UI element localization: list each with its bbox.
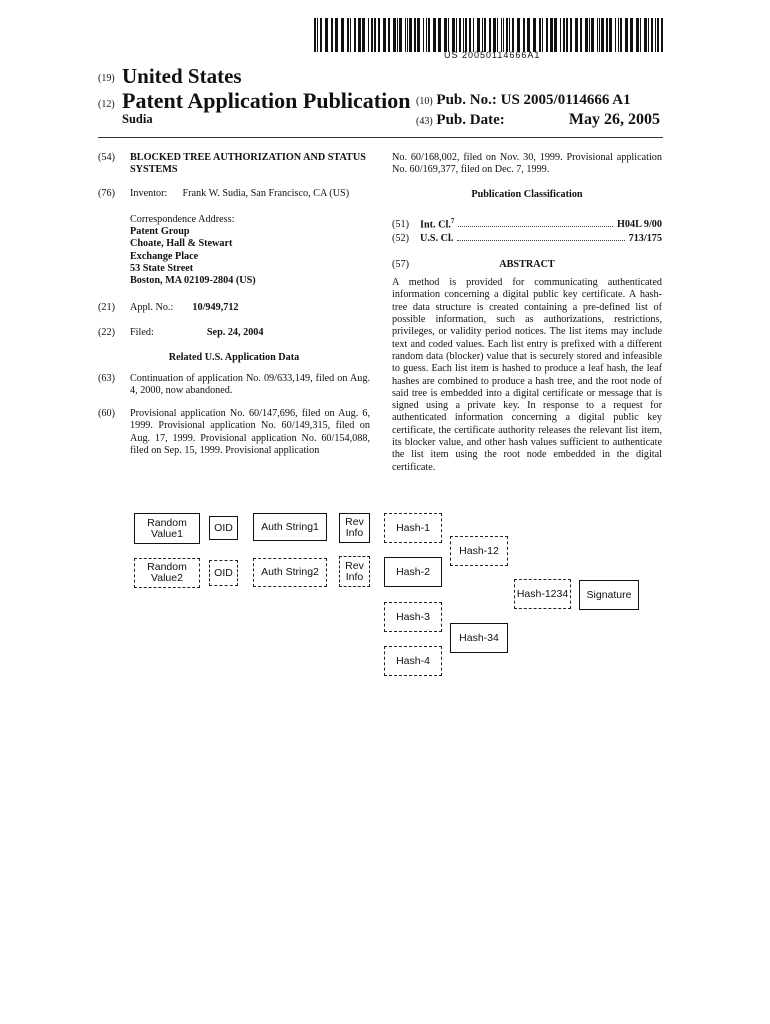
corr-line: Choate, Hall & Stewart [130,238,233,250]
hash-4-box: Hash-4 [384,646,442,676]
country: United States [122,64,242,88]
rev-info1-box: Rev Info [339,513,370,543]
header-rule [98,137,663,138]
random-value2-box: Random Value2 [134,558,200,588]
abstract-text: A method is provided for communicating authenticated information concerning a digital public key certificate. A hash-tree data structure is created containing a pre-defined list of possible information, such as authorizations, restrictions, privileges, or validity period notices. The list items may include text and coded values. Each list entry is prefixed with a different random data (blocker) value that is securely stored and infeasible to guess. Each list item is hashed to produce a leaf hash, the leaf hashes are combined to produce a hash tree, and the root node of said tree is embedded into a digital certificate or message that is signed using a private key. In response to a request for authenticated information concerning a digital public key certificate, the certificate authority releases the relevant list item, its blocker value, and other hash values sufficient to authenticate the list item using the root node embedded in the digital certificate. [392,277,662,473]
auth-string1-box: Auth String1 [253,513,327,541]
hash-3-box: Hash-3 [384,602,442,632]
hash-2-box: Hash-2 [384,557,442,587]
continuation-field: (63) Continuation of application No. 09/633,149, filed on Aug. 4, 2000, now abandoned. [98,372,370,396]
filed-field: (22) Filed: Sep. 24, 2004 [98,326,264,338]
corr-line: Patent Group [130,226,190,238]
corr-line: 53 State Street [130,263,194,275]
tag-19: (19) [98,73,115,84]
hash-tree-figure [132,510,642,680]
barcode-number: US 20050114666A1 [444,50,541,60]
inventor-surname: Sudia [122,112,153,126]
provisional-field: (60) Provisional application No. 60/147,696, filed on Aug. 6, 1999. Provisional application No. 60/149,315, filed on Aug. 17, 1999. Provisional application No. 60/154,088, filed on Sep. 15, 1999. Provisional application [98,408,370,457]
us-cl-row: (52) U.S. Cl. 713/175 [392,232,662,244]
abstract-heading-row: (57) ABSTRACT [392,259,662,271]
corr-line: Boston, MA 02109-2804 (US) [130,275,256,287]
int-cl-row: (51) Int. Cl.$^7$ H04L 9/00 [392,216,662,231]
inventor-name: Frank W. Sudia, San Francisco, CA (US) [182,187,350,199]
hash-1234-box: Hash-1234 [514,579,571,609]
appl-field: (21) Appl. No.: 10/949,712 [98,301,239,313]
hash-34-box: Hash-34 [450,623,508,653]
right-column [392,152,662,474]
provisional-continued: No. 60/168,002, filed on Nov. 30, 1999. Provisional application No. 60/169,377, filed on Dec. 7, 1999. [392,152,662,176]
auth-string2-box: Auth String2 [253,558,327,587]
oid2-box: OID [209,560,238,586]
related-heading: Related U.S. Application Data [168,352,300,364]
appl-number: 10/949,712 [192,301,239,313]
left-column [98,152,370,468]
corr-line: Exchange Place [130,250,199,262]
abstract-heading: ABSTRACT [499,258,555,270]
correspondence: Correspondence Address: Patent Group Choate, Hall & Stewart Exchange Place 53 State Street Boston, MA 02109-2804 (US) [98,214,370,288]
classification-heading: Publication Classification [471,188,583,200]
pub-number: (10) Pub. No.: US 2005/0114666 A1 [416,92,631,108]
title-field: (54) BLOCKED TREE AUTHORIZATION AND STATUS SYSTEMS [98,152,366,176]
oid1-box: OID [209,516,238,540]
rev-info2-box: Rev Info [339,556,370,587]
inventor-field: (76) Inventor: Frank W. Sudia, San Francisco, CA (US) [98,187,350,199]
pub-date: (43) Pub. Date: May 26, 2005 [416,111,660,128]
hash-12-box: Hash-12 [450,536,508,566]
filed-date: Sep. 24, 2004 [206,326,264,338]
tag-12: (12) [98,99,115,110]
publication-type: Patent Application Publication [122,88,411,113]
signature-box: Signature [579,580,639,610]
barcode [314,18,664,52]
random-value1-box: Random Value1 [134,513,200,544]
patent-title: BLOCKED TREE AUTHORIZATION AND STATUS SYSTEMS [130,152,366,176]
hash-1-box: Hash-1 [384,513,442,543]
